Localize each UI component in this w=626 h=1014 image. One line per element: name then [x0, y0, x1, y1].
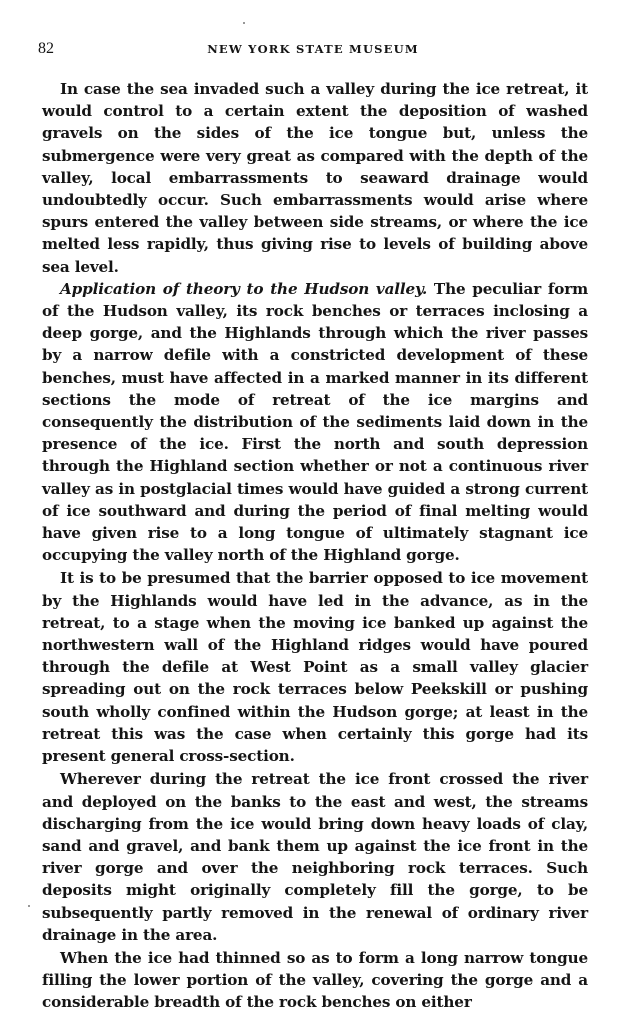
paragraph-3	[42, 567, 588, 767]
paragraph-1	[42, 78, 588, 278]
paragraph-4	[42, 768, 588, 946]
paragraph-5-text: When the ice had thinned so as to form a long narrow tongue filling the lower portion of the valley, covering the gorge and a considerable breadth of the rock benches on either	[42, 948, 588, 1012]
paragraph-4-text: Wherever during the retreat the ice front crossed the river and deployed on the banks to the east and west, the streams discharging from the ice would bring down heavy loads of clay, sand and gravel, and bank them up against the ice front in the river gorge and over the neighboring rock terraces. Such deposits might originally completely fill the gorge, to be subsequently partly removed in the renewal of ordinary river drainage in the area.	[42, 770, 588, 944]
running-head: NEW YORK STATE MUSEUM	[207, 42, 419, 56]
paragraph-1-text: In case the sea invaded such a valley during the ice retreat, it would control to a certain extent the deposition of washed gravels on the sides of the ice tongue but, unless the submergence were very great as compared with the depth of the valley, local embarrassments to seaward drainage would undoubtedly occur. Such embarrassments would arise where spurs entered the valley between side streams, or where the ice melted less rapidly, thus giving rise to levels of building above sea level.	[42, 80, 588, 276]
paragraph-2-lead: Application of theory to the Hudson valley.	[60, 279, 428, 298]
page-number: 82	[38, 40, 54, 57]
paragraph-5	[42, 947, 588, 1014]
paragraph-2-text: The peculiar form of the Hudson valley, its rock benches or terraces inclosing a deep gorge, and the Highlands through which the river passes by a narrow defile with a constricted development of these benches, must have affected in a marked manner in its different sections the mode of retreat of the ice margins and consequently the distribution of the sediments laid down in the presence of the ice. First the north and south depression through the Highland section whether or not a continuous river valley as in postglacial times would have guided a strong current of ice southward and during the period of final melting would have given rise to a long tongue of ultimately stagnant ice occupying the valley north of the Highland gorge.	[42, 279, 588, 565]
paragraph-3-text: It is to be presumed that the barrier opposed to ice movement by the Highlands would have led in the advance, as in the retreat, to a stage when the moving ice banked up against the northwestern wall of the Highland ridges would have poured through the defile at West Point as a small valley glacier spreading out on the rock terraces below Peekskill or pushing south wholly confined within the Hudson gorge; at least in the retreat this was the case when certainly this gorge had its present general cross-section.	[42, 569, 588, 766]
body-text	[42, 78, 588, 1014]
paragraph-2	[42, 278, 588, 567]
scan-speck	[28, 905, 30, 907]
page-header	[38, 40, 588, 60]
scan-speck	[243, 22, 245, 24]
